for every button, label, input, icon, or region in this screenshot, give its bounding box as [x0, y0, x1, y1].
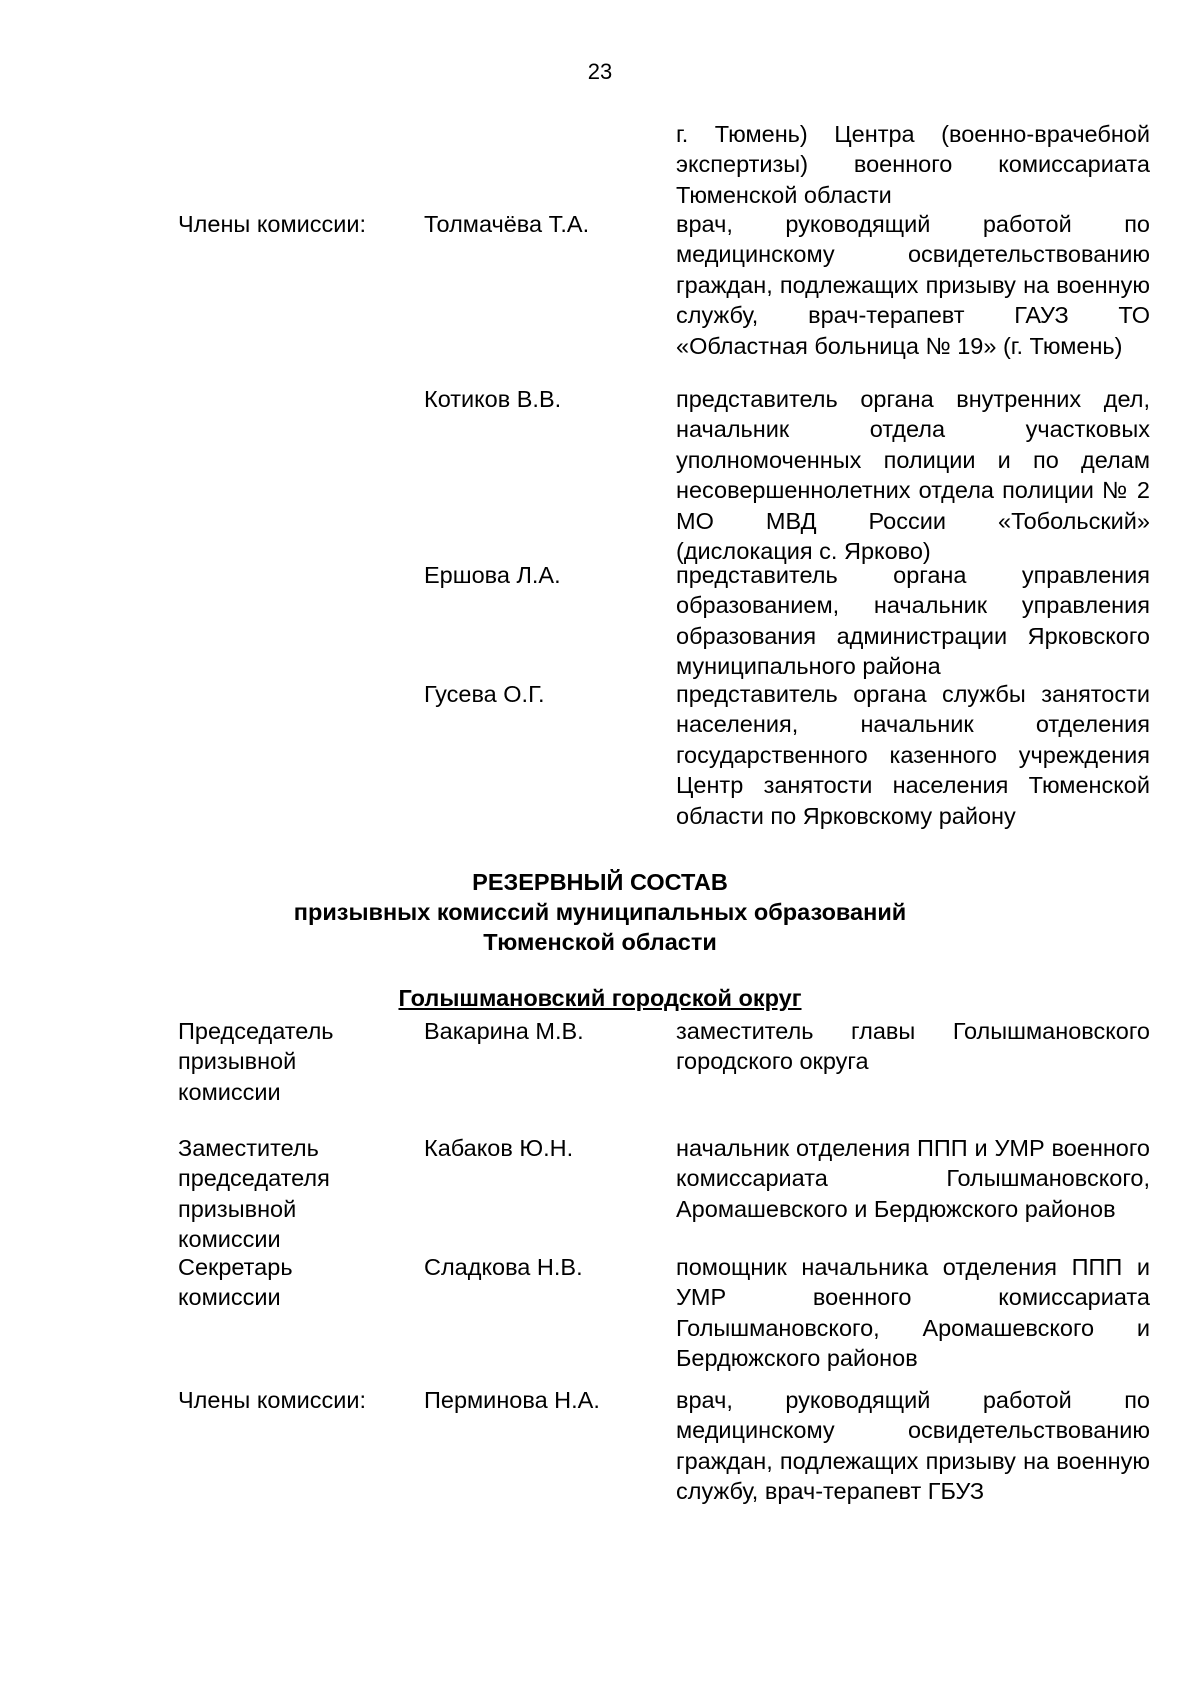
- section-title: Голышмановский городской округ: [398, 985, 802, 1011]
- members-label: Члены комиссии:: [178, 211, 367, 237]
- person-description: заместитель главы Голышмановского городского округа: [676, 1018, 1150, 1075]
- member-name: Гусева О.Г.: [424, 681, 545, 707]
- person-description: помощник начальника отделения ППП и УМР военного комиссариата Голышмановского, Аромашевского и Бердюжского районов: [676, 1254, 1150, 1372]
- reserve-heading-line3: Тюменской области: [483, 929, 717, 955]
- member-name: Котиков В.В.: [424, 386, 562, 412]
- person-name: Сладкова Н.В.: [424, 1254, 583, 1280]
- member-name: Толмачёва Т.А.: [424, 211, 590, 237]
- role-label: Председатель призывной комиссии: [178, 1018, 334, 1105]
- role-label: Секретарь комиссии: [178, 1254, 293, 1311]
- role-label: Заместитель председателя призывной комиссии: [178, 1135, 330, 1253]
- continuation-description: г. Тюмень) Центра (военно-врачебной экспертизы) военного комиссариата Тюменской области: [676, 121, 1150, 208]
- person-description: начальник отделения ППП и УМР военного комиссариата Голышмановского, Аромашевского и Бердюжского районов: [676, 1135, 1150, 1222]
- member-name: Ершова Л.А.: [424, 562, 561, 588]
- page-number: 23: [587, 59, 613, 84]
- reserve-heading-line1: РЕЗЕРВНЫЙ СОСТАВ: [472, 869, 728, 895]
- member-description: представитель органа внутренних дел, начальник отдела участковых уполномоченных полиции и по делам несовершеннолетних отдела полиции № 2 МО МВД России «Тобольский» (дислокация с. Ярково): [676, 386, 1150, 565]
- person-description: врач, руководящий работой по медицинскому освидетельствованию граждан, подлежащих призыву на военную службу, врач-терапевт ГБУЗ: [676, 1387, 1150, 1505]
- member-description: представитель органа службы занятости населения, начальник отделения государственного казенного учреждения Центр занятости населения Тюменской области по Ярковскому району: [676, 681, 1150, 829]
- person-name: Перминова Н.А.: [424, 1387, 600, 1413]
- role-label: Члены комиссии:: [178, 1387, 367, 1413]
- reserve-heading-line2: призывных комиссий муниципальных образований: [293, 899, 907, 925]
- section-title-row: [0, 983, 1200, 1013]
- person-name: Кабаков Ю.Н.: [424, 1135, 574, 1161]
- person-name: Вакарина М.В.: [424, 1018, 584, 1044]
- member-description: врач, руководящий работой по медицинскому освидетельствованию граждан, подлежащих призыву на военную службу, врач-терапевт ГАУЗ ТО «Областная больница № 19» (г. Тюмень): [676, 211, 1150, 359]
- member-description: представитель органа управления образованием, начальник управления образования администрации Ярковского муниципального района: [676, 562, 1150, 680]
